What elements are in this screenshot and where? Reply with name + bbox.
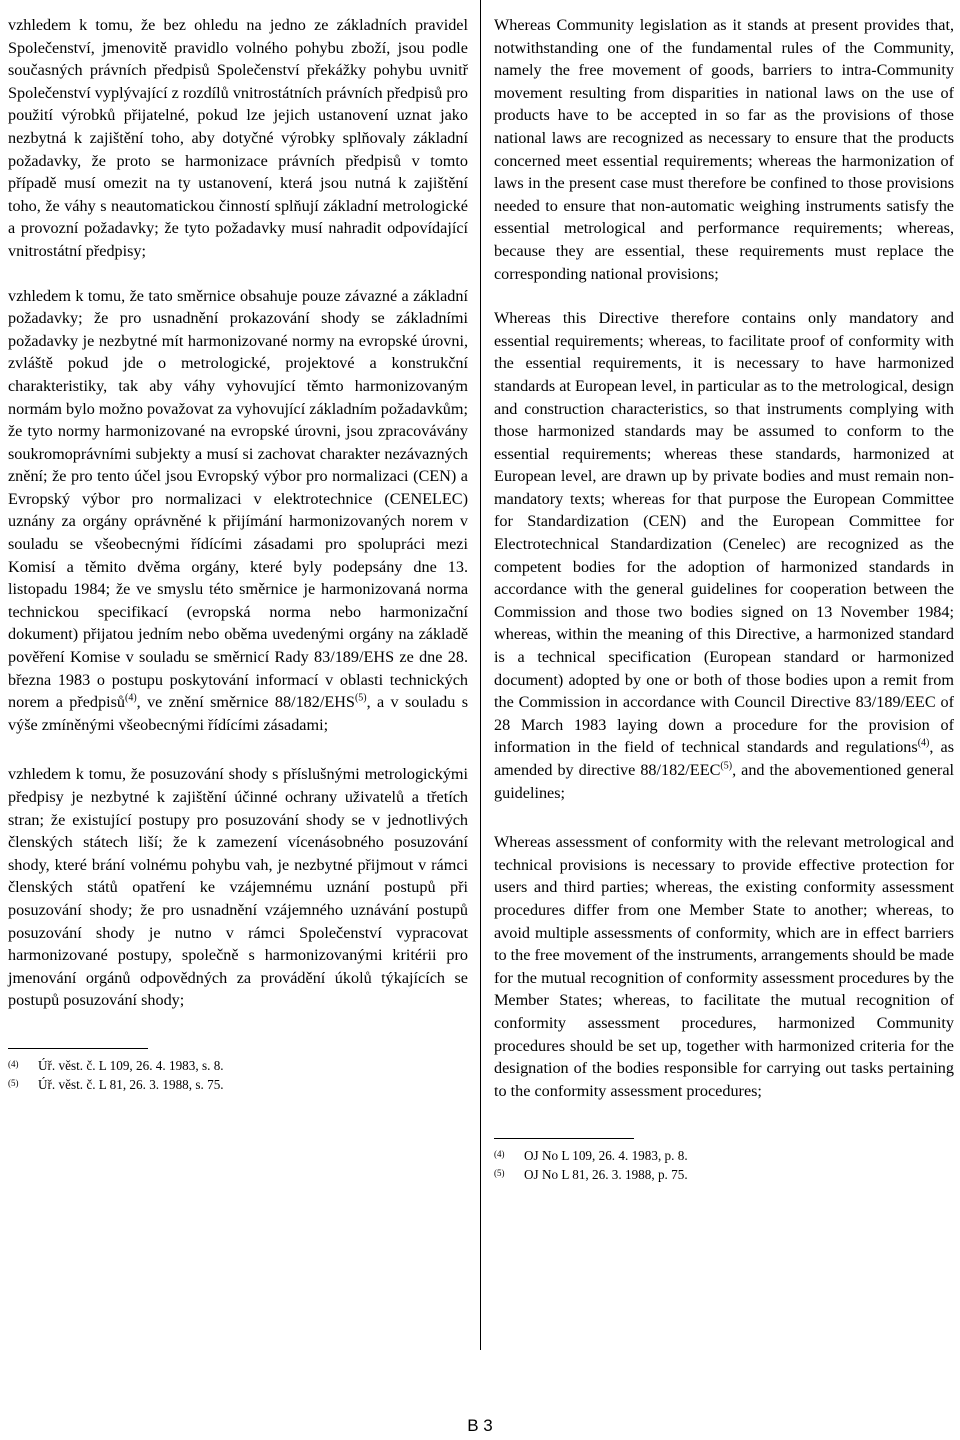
cs-footnote-5 — [8, 1076, 468, 1095]
cs-footnote-separator — [8, 1048, 148, 1049]
cs-paragraph-1: vzhledem k tomu, že bez ohledu na jedno ze základních pravidel Společenství, jmenovitě pravidlo volného pohybu zboží, jsou podle současných právních předpisů Společenství překážky pohybu uvnitř Společenství vyplývající z rozdílů vnitrostátních právních předpisů pro použití výrobků přijatelné, pokud lze jejich ustanovení uznat jako nezbytná k zajištění toho, aby dotyčné výrobky splňovaly základní požadavky, že proto se harmonizace právních předpisů v tomto případě musí omezit na ty ustanovení, která jsou nutná k zajištění toho, že váhy s neautomatickou činností splňují základní metrologické a provozní požadavky; že tyto požadavky musí nahradit odpovídající vnitrostátní předpisy; — [8, 16, 468, 260]
cs-paragraph-2-text: vzhledem k tomu, že tato směrnice obsahuje pouze závazné a základní požadavky; že pro usnadnění prokazování shody se základními požadavky je nezbytné mít harmonizované normy na evropské úrovni, zvláště pokud jde o metrologické, projektové a konstrukční charakteristiky, tak aby váhy vyhovující těmto harmonizovaným normám bylo možno považovat za vyhovující základním požadavkům; že tyto normy harmonizované na evropské úrovni, jsou zpracovávány soukromoprávními subjekty a musí si zachovat charakter nezávazných znění; že pro tento účel jsou Evropský výbor pro normalizaci (CEN) a Evropský výbor pro normalizaci v elektrotechnice (CENELEC) uznány za orgány oprávněné k přijímání harmonizovaných norem v souladu se všeobecnými řídícími zásadami pro spolupráci mezi Komisí a těmito dvěma orgány, které byly podepsány dne 13. listopadu 1984; že ve smyslu této směrnice je harmonizovaná norma technickou specifikací (evropská norma nebo harmonizační dokument) přijatou jedním nebo oběma uvedenými orgány na základě pověření Komise v souladu se směrnicí Rady 83/189/EHS ze dne 28. března 1983 o postupu poskytování informací v oblasti technických norem a předpisů — [8, 286, 468, 712]
en-footnote-4-mark: (4) — [494, 1149, 505, 1160]
en-paragraph-3: Whereas assessment of conformity with the relevant metrological and technical provisions is necessary to provide effective protection for users and third parties; whereas, the existing conformity assessment procedures differ from one Member State to another; whereas, to avoid multiple assessments of conformity, which are in effect barriers to the free movement of the instruments, arrangements should be made for the mutual recognition of conformity assessment procedures by the Member States; whereas, to facilitate the mutual recognition of conformity assessment procedures, harmonized Community procedures should be set up, together with harmonized criteria for the designation of the bodies responsible for carrying out tasks pertaining to the conformity assessment procedures; — [494, 833, 954, 1100]
en-footnote-5 — [494, 1166, 954, 1185]
cs-paragraph-2-end: , a v souladu s výše zmíněnými všeobecnými řídícími zásadami; — [8, 693, 468, 734]
cs-footnote-5-text: Úř. věst. č. L 81, 26. 3. 1988, s. 75. — [38, 1076, 224, 1092]
en-footnote-ref-5: (5) — [720, 760, 733, 772]
page-number: B 3 — [467, 1416, 493, 1435]
en-footnote-4 — [494, 1147, 954, 1166]
en-paragraph-2-end: , and the abovementioned general guidelines; — [494, 761, 955, 802]
english-column — [494, 14, 954, 1185]
cs-paragraph-2-mid: , ve znění směrnice 88/182/EHS — [136, 693, 355, 712]
en-paragraph-2-mid: , as amended by directive 88/182/EEC — [494, 738, 955, 779]
cs-footnote-5-mark: (5) — [8, 1077, 19, 1088]
en-footnote-4-text: OJ No L 109, 26. 4. 1983, p. 8. — [524, 1148, 688, 1164]
cs-footnote-ref-5: (5) — [354, 692, 367, 704]
en-footnote-separator — [494, 1138, 634, 1139]
en-paragraph-1: Whereas Community legislation as it stands at present provides that, notwithstanding one of the fundamental rules of the Community, namely the free movement of goods, barriers to intra-Community movement resulting from disparities in national laws on the use of products have to be accepted in so far as the provisions of those national laws are recognized as necessary to ensure that the products concerned meet essential requirements; whereas the harmonization of laws in the present case must therefore be confined to those provisions needed to ensure that non-automatic weighing instruments satisfy the essential metrological and performance requirements; whereas, because they are essential, these requirements must replace the corresponding national provisions; — [494, 16, 954, 283]
en-footnote-ref-4: (4) — [917, 738, 930, 750]
cs-footnote-ref-4: (4) — [125, 692, 137, 704]
en-paragraph-2-text: Whereas this Directive therefore contains only mandatory and essential requirements; whereas, to facilitate proof of conformity with the essential requirements, it is necessary to have harmonized standards at European level, in particular as to the metrological, design and construction characteristics, so that instruments complying with those harmonized standards may be assumed to conform to the essential requirements; whereas these standards, harmonized at European level, are drawn up by private bodies and must remain non-mandatory texts; whereas for that purpose the European Committee for Standardization (CEN) and the European Committee for Electrotechnical Standardization (Cenelec) are recognized as the competent bodies for the adoption of harmonized standards in accordance with the general guidelines for cooperation between the Commission and those two bodies signed on 13 November 1984; whereas, within the meaning of this Directive, a harmonized standard is a technical specification (European standard or harmonized document) adopted by one or both of those bodies upon a remit from the Commission in accordance with Council Directive 83/189/EEC of 28 March 1983 laying down a procedure for the provision of information in the field of technical standards and regulations — [494, 309, 954, 757]
en-paragraph-2 — [494, 307, 954, 804]
cs-footnote-4-text: Úř. věst. č. L 109, 26. 4. 1983, s. 8. — [38, 1057, 224, 1073]
cs-paragraph-3: vzhledem k tomu, že posuzování shody s příslušnými metrologickými předpisy je nezbytné k zajištění účinné ochrany uživatelů a třetích stran; že existující postupy pro posuzování shody se v jednotlivých členských státech liší; že k zamezení vícenásobného posuzování shody, které brání volnému pohybu vah, je nezbytné přijmout v rámci členských států opatření ke vzájemnému uznání postupů při posuzování shody; že pro usnadnění vzájemného uznávání postupů posuzování shody je nutno v rámci Společenství vypracovat harmonizované postupy, společně s harmonizovanými kritérii pro jmenování orgánů odpovědných za provádění úkolů týkajících se postupů posuzování shody; — [8, 765, 468, 1010]
column-divider — [480, 0, 481, 1350]
cs-footnote-4-mark: (4) — [8, 1058, 19, 1069]
czech-column — [8, 14, 468, 1094]
cs-paragraph-2 — [8, 285, 468, 737]
cs-footnote-4 — [8, 1057, 468, 1076]
en-footnote-5-text: OJ No L 81, 26. 3. 1988, p. 75. — [524, 1166, 688, 1182]
en-footnote-5-mark: (5) — [494, 1167, 505, 1178]
